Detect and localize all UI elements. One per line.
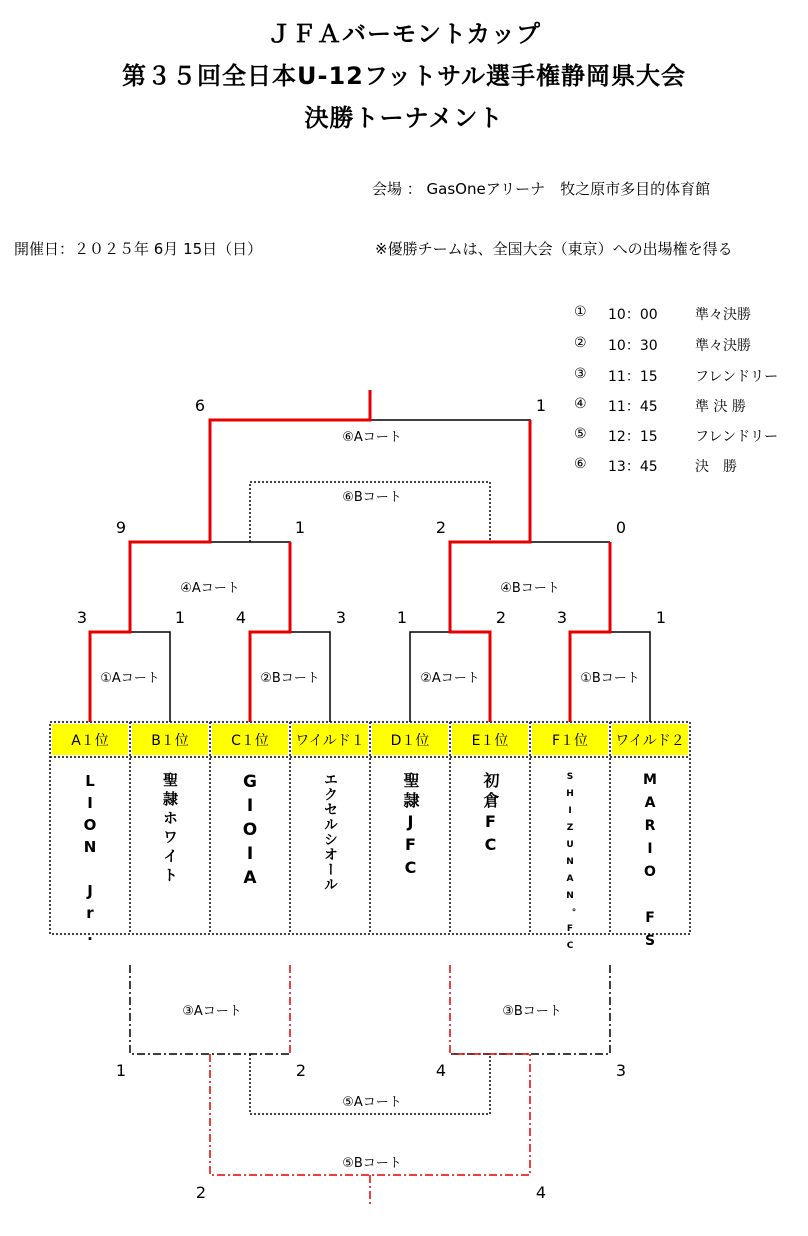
score: 2 xyxy=(295,1061,307,1080)
score: 9 xyxy=(115,518,127,537)
court-label: ⑤Aコート xyxy=(342,1095,402,1110)
court-label: ①Bコート xyxy=(580,671,640,686)
title-line-2: 第３５回全日本U-12フットサル選手権静岡県大会 xyxy=(122,62,686,90)
score: 1 xyxy=(115,1061,127,1080)
score: 4 xyxy=(435,1061,447,1080)
court-label: ④Aコート xyxy=(180,581,240,596)
court-label: ②Bコート xyxy=(260,671,320,686)
score: 0 xyxy=(615,518,627,537)
qualification-note: ※優勝チームは、全国大会（東京）への出場権を得る xyxy=(375,240,733,258)
court-label: ⑤Bコート xyxy=(342,1156,402,1171)
team-name: 聖隷JFC xyxy=(401,772,420,881)
seed-label: E１位 xyxy=(471,733,509,749)
team-name: 初倉FC xyxy=(481,772,500,858)
score: 3 xyxy=(335,608,347,627)
title-line-3: 決勝トーナメント xyxy=(304,104,504,132)
team-name: 聖隷ホワイト xyxy=(161,772,179,886)
court-label: ⑥Bコート xyxy=(342,490,402,505)
team-name: LION Jr. xyxy=(81,772,99,948)
seed-label: F１位 xyxy=(551,733,589,749)
score: 2 xyxy=(435,518,447,537)
court-label: ⑥Aコート xyxy=(342,430,402,445)
score: 1 xyxy=(396,608,408,627)
seed-label: B１位 xyxy=(151,733,189,749)
seed-label: A１位 xyxy=(71,733,109,749)
score: 1 xyxy=(174,608,186,627)
team-name: エクセルシオール xyxy=(322,772,338,892)
score: 2 xyxy=(495,608,507,627)
score: 1 xyxy=(294,518,306,537)
seed-label: C１位 xyxy=(231,733,269,749)
court-label: ③Aコート xyxy=(182,1004,242,1019)
score: 1 xyxy=(535,396,547,415)
score: 3 xyxy=(556,608,568,627)
seed-label: ワイルド２ xyxy=(615,733,685,749)
score: 2 xyxy=(195,1183,207,1202)
court-label: ③Bコート xyxy=(502,1004,562,1019)
score: 3 xyxy=(615,1061,627,1080)
team-name: GIOIA xyxy=(240,772,260,892)
score: 6 xyxy=(194,396,206,415)
seed-label: D１位 xyxy=(390,733,430,749)
team-name: MARIO FS xyxy=(642,772,658,956)
score: 4 xyxy=(235,608,247,627)
title-line-1: ＪＦＡバーモントカップ xyxy=(266,20,542,48)
seed-label: ワイルド１ xyxy=(295,733,365,749)
score: 1 xyxy=(655,608,667,627)
team-name: SHIZUNAN。FC xyxy=(565,772,575,958)
bracket-lines xyxy=(130,420,650,722)
court-label: ④Bコート xyxy=(500,581,560,596)
court-label: ①Aコート xyxy=(100,671,160,686)
score: 4 xyxy=(535,1183,547,1202)
friendly-lines xyxy=(130,965,610,1114)
event-date: 開催日：２０２５年 6月 15日（日） xyxy=(14,240,263,258)
score: 3 xyxy=(76,608,88,627)
venue: 会場 ： GasOneアリーナ 牧之原市多目的体育館 xyxy=(372,180,711,198)
court-label: ②Aコート xyxy=(420,671,480,686)
